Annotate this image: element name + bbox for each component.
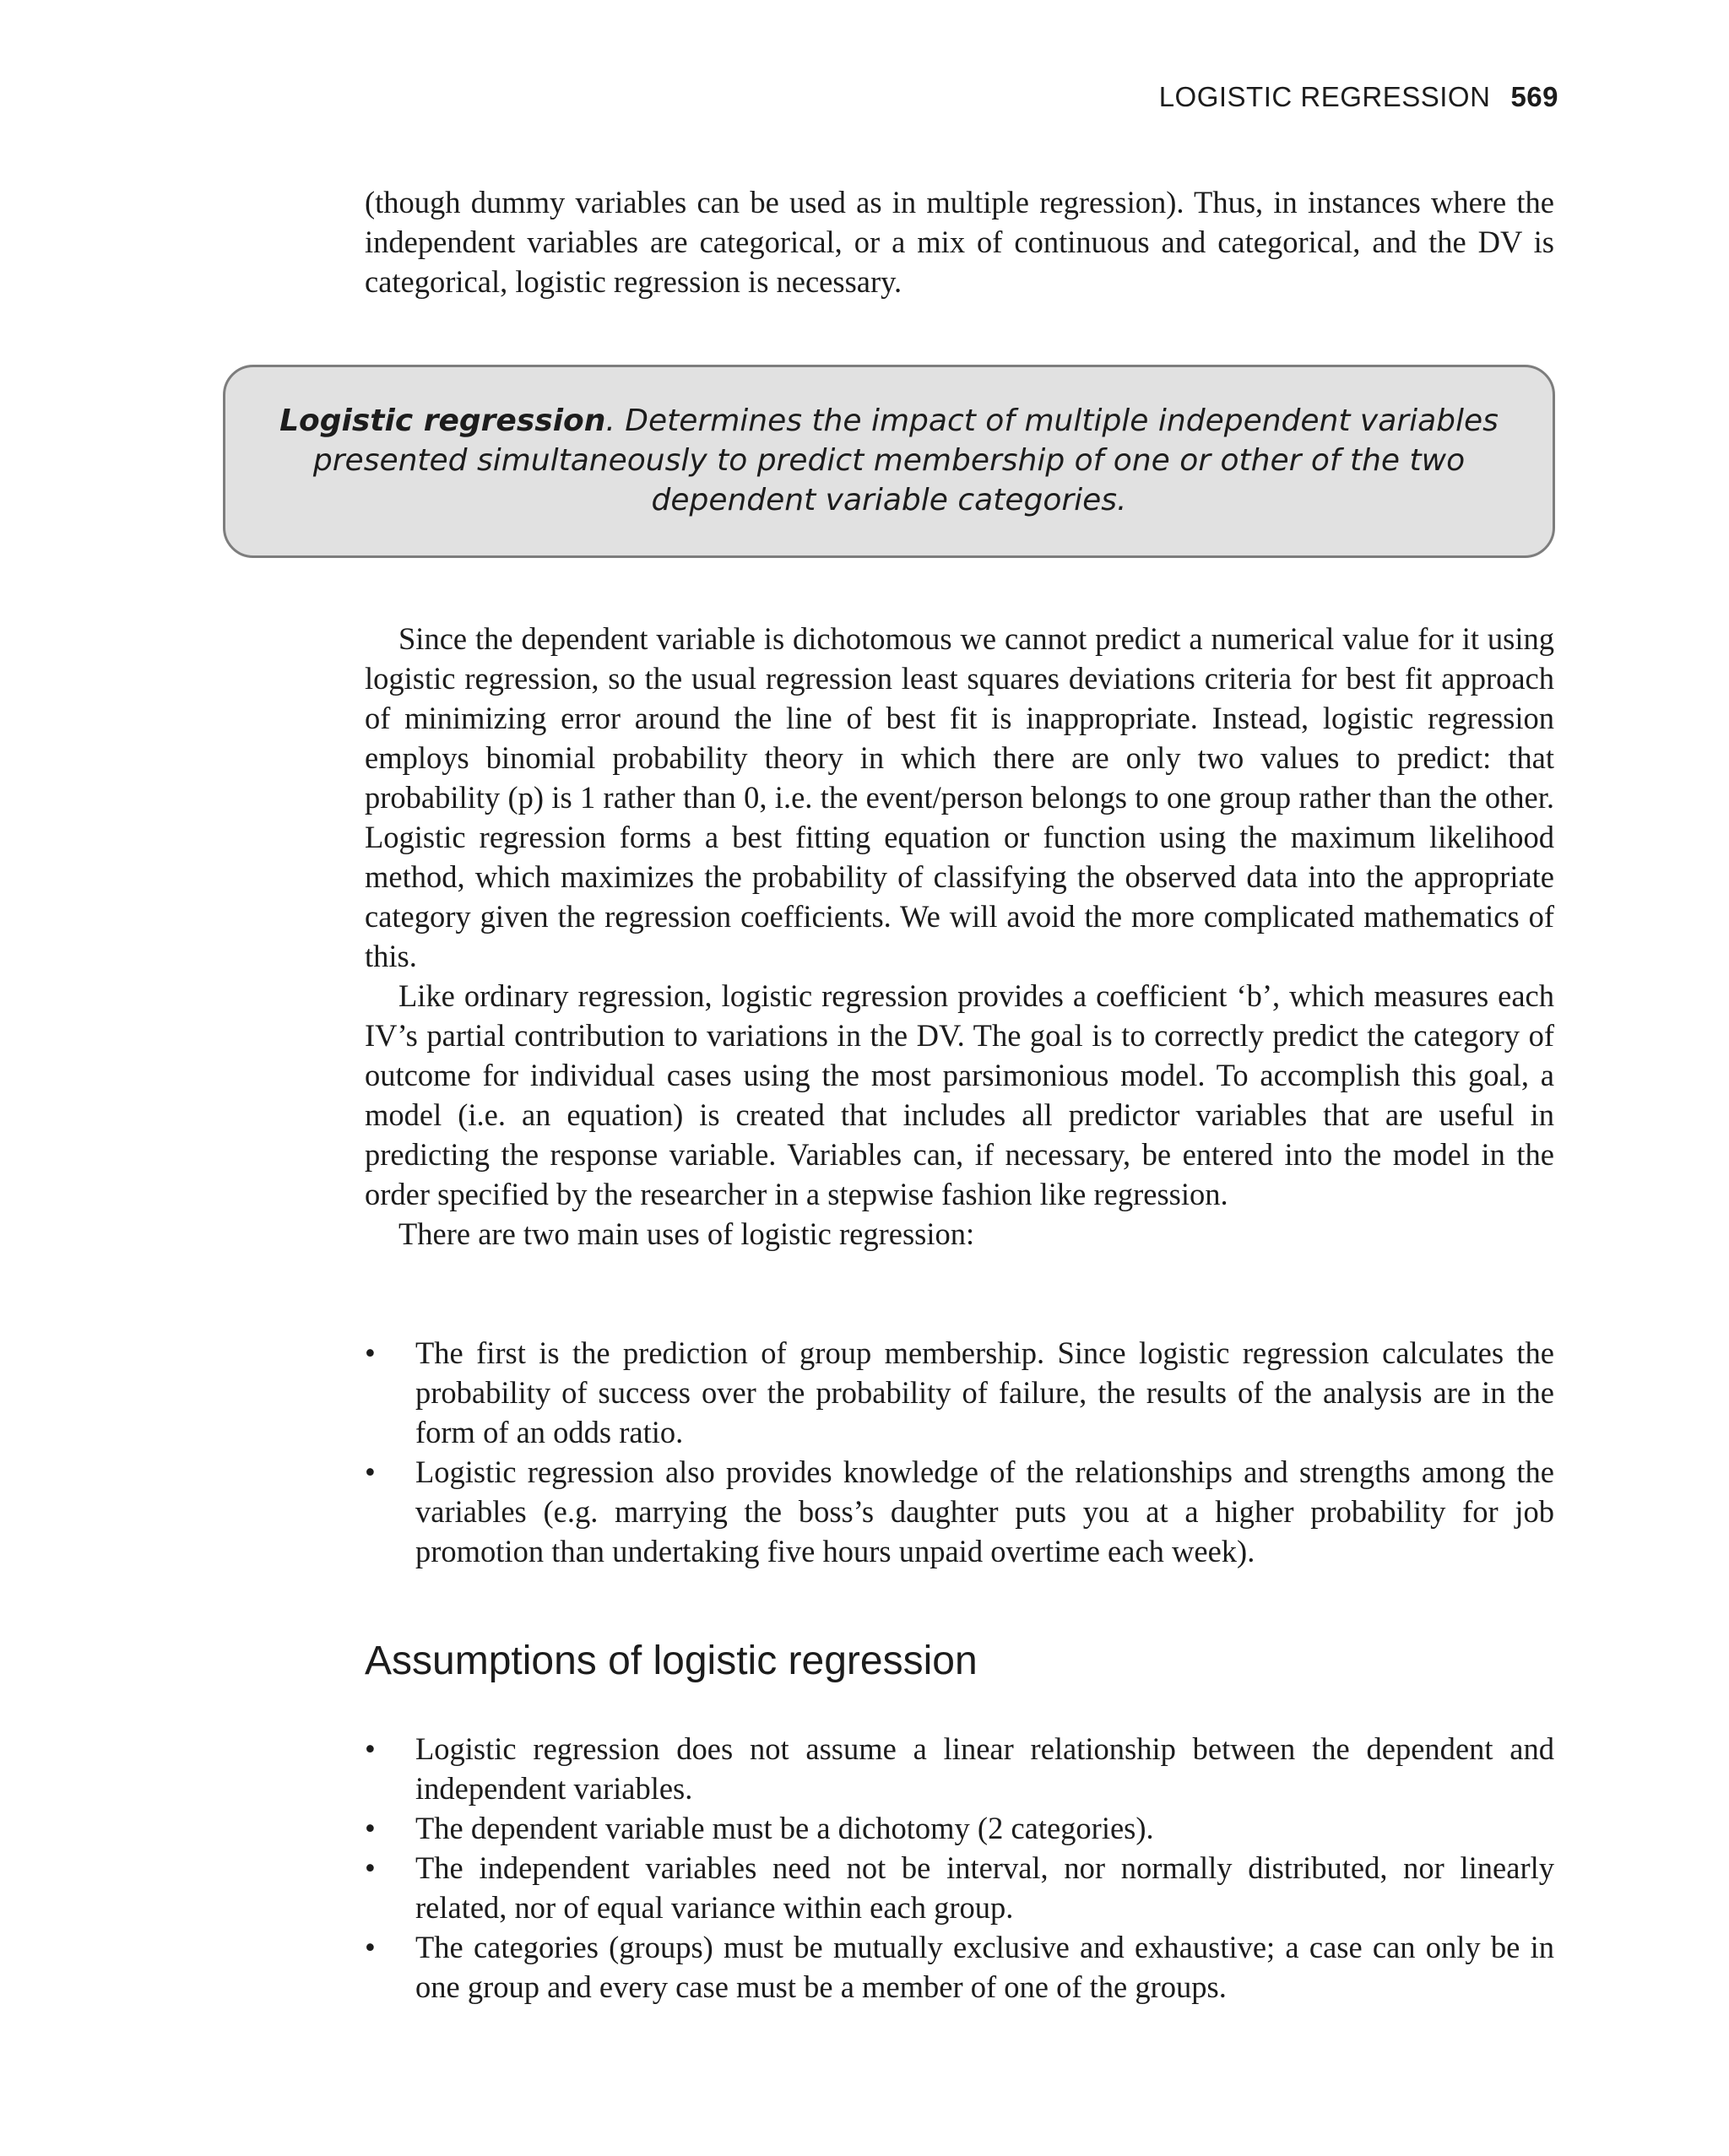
body-paragraph-1: Since the dependent variable is dichotomous we cannot predict a numerical value for it using logistic regression, so the usual regression least squares deviations criteria for best fit approach of minimizing error around the line of best fit is inappropriate. Instead, logistic regression employs binomial probability theory in which there are only two values to predict: that probability (p) is 1 rather than 0, i.e. the event/person belongs to one group rather than the other. Logistic regression forms a best fitting equation or function using the maximum likelihood method, which maximizes the probability of classifying the observed data into the appropriate category given the regression coefficients. We will avoid the more complicated mathematics of this. — [365, 621, 1554, 973]
page-number: 569 — [1510, 81, 1558, 112]
definition-box — [223, 365, 1555, 558]
running-head — [1159, 81, 1558, 113]
assumptions-list-block — [365, 1729, 1554, 2007]
uses-list-block — [365, 1333, 1554, 1571]
bullet-icon: • — [365, 1811, 376, 1845]
body-paragraph-3: There are two main uses of logistic regression: — [398, 1216, 975, 1251]
intro-text — [365, 182, 1554, 301]
list-item — [365, 1927, 1554, 2007]
list-item-text: The independent variables need not be interval, nor normally distributed, nor linearly related, nor of equal variance within each group. — [415, 1850, 1554, 1925]
bullet-icon: • — [365, 1335, 376, 1370]
list-item — [365, 1848, 1554, 1927]
list-item — [365, 1808, 1554, 1848]
running-title: LOGISTIC REGRESSION — [1158, 81, 1491, 112]
bullet-icon: • — [365, 1454, 376, 1489]
list-item-text: Logistic regression does not assume a linear relationship between the dependent and independent variables. — [415, 1731, 1554, 1806]
list-item-text: The dependent variable must be a dichotomy (2 categories). — [415, 1811, 1154, 1845]
uses-list — [365, 1333, 1554, 1571]
list-item-text: The categories (groups) must be mutually exclusive and exhaustive; a case can only be in one group and every case must be a member of one of the groups. — [415, 1930, 1554, 2004]
list-item — [365, 1333, 1554, 1452]
assumptions-list — [365, 1729, 1554, 2007]
bullet-icon: • — [365, 1731, 376, 1766]
section-heading: Assumptions of logistic regression — [365, 1639, 978, 1683]
bullet-icon: • — [365, 1850, 376, 1885]
list-item — [365, 1452, 1554, 1571]
bullet-icon: • — [365, 1930, 376, 1964]
list-item — [365, 1729, 1554, 1808]
body-paragraph-2: Like ordinary regression, logistic regression provides a coefficient ‘b’, which measures each IV’s partial contribution to variations in the DV. The goal is to correctly predict the category of outcome for individual cases using the most parsimonious model. To accomplish this goal, a model (i.e. an equation) is created that includes all predictor variables that are useful in predicting the response variable. Variables can, if necessary, be entered into the model in the order specified by the researcher in a stepwise fashion like regression. — [365, 978, 1554, 1211]
list-item-text: The first is the prediction of group membership. Since logistic regression calculates the probability of success over the probability of failure, the results of the analysis are in the form of an odds ratio. — [415, 1335, 1554, 1449]
body-text — [365, 619, 1554, 1254]
definition-term: Logistic regression — [279, 404, 606, 438]
definition-text: . Determines the impact of multiple independent variables presented simultaneously to predict membership of one or other of the two dependent variable categories. — [312, 404, 1499, 517]
list-item-text: Logistic regression also provides knowledge of the relationships and strengths among the variables (e.g. marrying the boss’s daughter puts you at a higher probability for job promotion than undertaking five hours unpaid overtime each week). — [415, 1454, 1554, 1568]
intro-paragraph: (though dummy variables can be used as in multiple regression). Thus, in instances where the independent variables are categorical, or a mix of continuous and categorical, and the DV is categorical, logistic regression is necessary. — [365, 185, 1554, 299]
